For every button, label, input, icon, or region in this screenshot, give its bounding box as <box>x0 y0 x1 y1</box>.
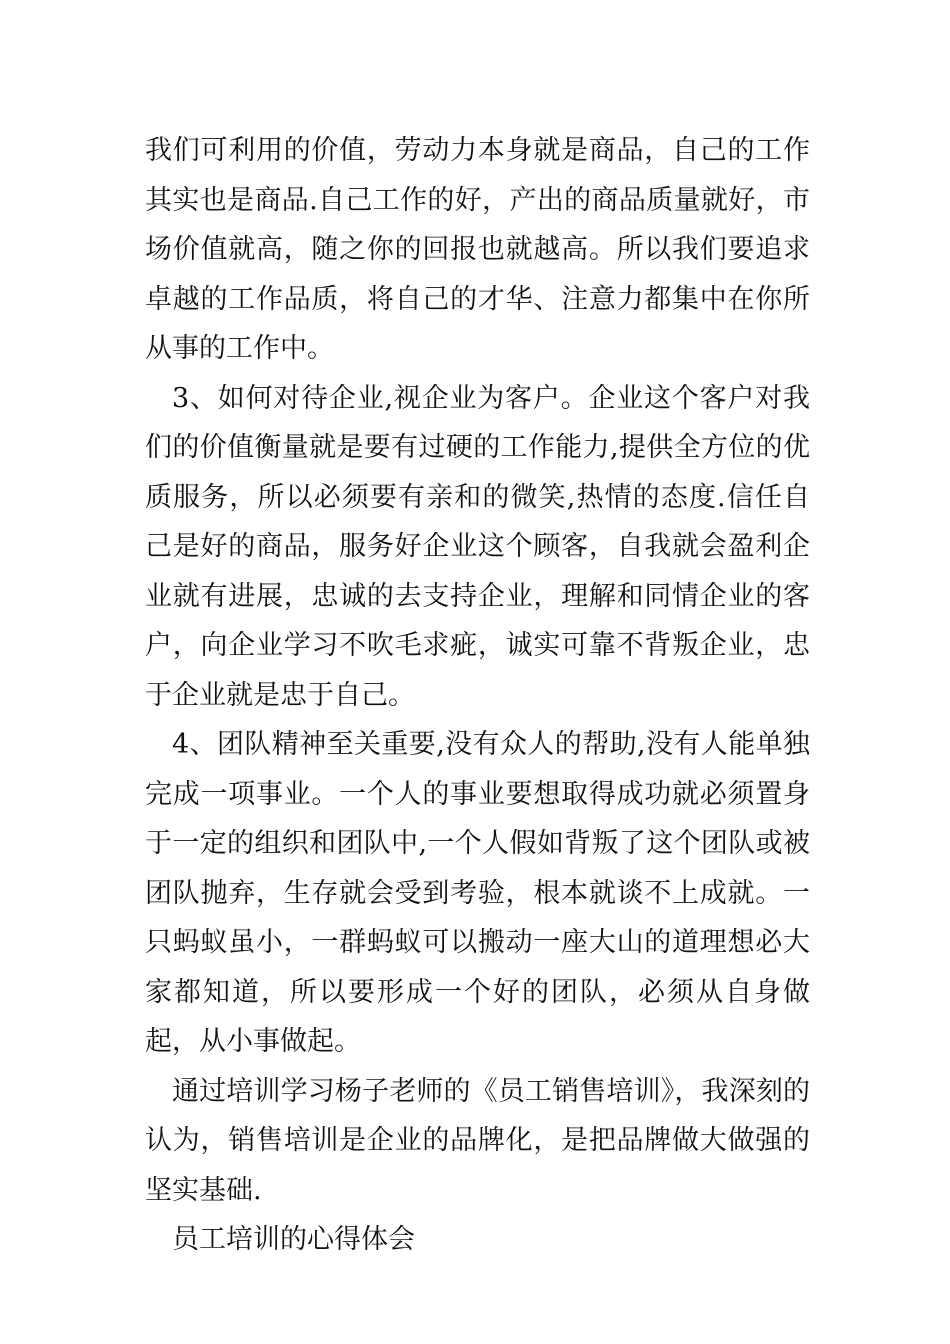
paragraph-3: 4、团队精神至关重要,没有众人的帮助,没有人能单独完成一项事业。一个人的事业要想取得成功就必须置身于一定的组织和团队中,一个人假如背叛了这个团队或被团队抛弃，生存就会受到考验，根本就谈不上成就。一只蚂蚁虽小，一群蚂蚁可以搬动一座大山的道理想必大家都知道，所以要形成一个好的团队，必须从自身做起，从小事做起。 <box>145 729 810 1057</box>
paragraph-4: 通过培训学习杨子老师的《员工销售培训》，我深刻的认为，销售培训是企业的品牌化，是把品牌做大做强的坚实基础. <box>145 1075 810 1206</box>
paragraph-1: 我们可利用的价值，劳动力本身就是商品，自己的工作其实也是商品.自己工作的好，产出的商品质量就好，市场价值就高，随之你的回报也就越高。所以我们要追求卓越的工作品质，将自己的才华、注意力都集中在你所从事的工作中。 <box>145 135 810 364</box>
paragraph-5-heading: 员工培训的心得体会 <box>172 1224 415 1255</box>
paragraph-2: 3、如何对待企业,视企业为客户。企业这个客户对我们的价值衡量就是要有过硬的工作能力,提供全方位的优质服务，所以必须要有亲和的微笑,热情的态度.信任自己是好的商品，服务好企业这个顾客，自我就会盈利企业就有进展，忠诚的去支持企业，理解和同情企业的客户，向企业学习不吹毛求疵，诚实可靠不背叛企业，忠于企业就是忠于自己。 <box>145 382 810 711</box>
document-body <box>145 126 810 1265</box>
